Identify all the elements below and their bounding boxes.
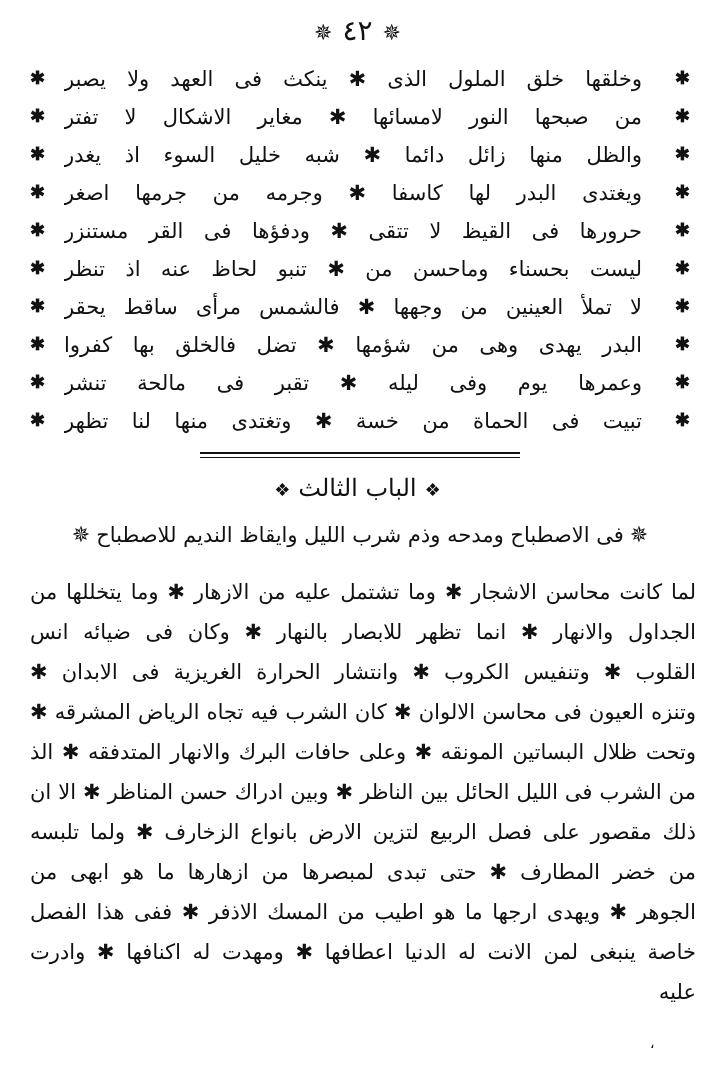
star-icon: ✱ — [674, 68, 690, 89]
star-icon: ✱ — [674, 372, 690, 393]
prose-body — [30, 572, 696, 1012]
verse-line — [30, 60, 690, 98]
prose-line: الجوهر ✱ ويهدى ارجها ما هو اطيب من المسك الاذفر ✱ ففى هذا الفصل — [30, 900, 696, 924]
star-icon: ✱ — [30, 68, 46, 89]
star-icon: ✱ — [674, 334, 690, 355]
divider-line — [200, 457, 520, 458]
star-icon: ✱ — [30, 144, 46, 165]
verse-line — [30, 364, 690, 402]
chapter-subtitle-text: فى الاصطباح ومدحه وذم شرب الليل وايقاظ النديم للاصطباح — [96, 523, 624, 547]
verse-text: ليست بحسناء وماحسن من ✱ تنبو لحاظ عنه اذ تنظر — [64, 257, 642, 281]
verse-text: والظل منها زائل دائما ✱ شبه خليل السوء اذ يغدر — [64, 143, 642, 167]
prose-line: الجداول والانهار ✱ انما تظهر للابصار بالنهار ✱ وكان فى ضيائه انس — [30, 620, 696, 644]
star-icon: ✱ — [30, 296, 46, 317]
verse-line — [30, 326, 690, 364]
tail-mark: ، — [650, 1036, 655, 1052]
verse-text: لا تملأ العينين من وجهها ✱ فالشمس مرأى ساقط يحقر — [64, 295, 642, 319]
star-icon: ✱ — [30, 334, 46, 355]
prose-line: ذلك مقصور على فصل الربيع لتزين الارض بانواع الزخارف ✱ ولما تلبسه — [30, 820, 696, 844]
chapter-title-text: الباب الثالث — [298, 474, 417, 502]
prose-line: القلوب ✱ وتنفيس الكروب ✱ وانتشار الحرارة الغريزية فى الابدان ✱ — [30, 660, 696, 684]
star-icon: ✱ — [674, 220, 690, 241]
verse-text: تبيت فى الحماة من خسة ✱ وتغتدى منها لنا تظهر — [64, 409, 642, 433]
verse-text: ويغتدى البدر لها كاسفا ✱ وجرمه من جرمها اصغر — [64, 181, 642, 205]
prose-line: من الشرب فى الليل الحائل بين الناظر ✱ وبين ادراك حسن المناظر ✱ الا ان — [30, 780, 696, 804]
star-icon: ✱ — [30, 410, 46, 431]
star-icon: ✱ — [30, 106, 46, 127]
verse-line — [30, 136, 690, 174]
star-icon: ✱ — [30, 182, 46, 203]
star-icon: ✱ — [674, 144, 690, 165]
verse-text: من صبحها النور لامسائها ✱ مغاير الاشكال لا تفتر — [64, 105, 642, 129]
verse-text: وعمرها يوم وفى ليله ✱ تقبر فى مالحة تنشر — [64, 371, 642, 395]
ornament-icon: ✵ — [314, 21, 333, 46]
prose-line: من خضر المطارف ✱ حتى تبدى لمبصرها من ازهارها ما هو ابهى من — [30, 860, 696, 884]
ornament-icon: ❖ — [424, 480, 441, 501]
verse-line — [30, 402, 690, 440]
star-icon: ✱ — [30, 258, 46, 279]
star-icon: ✱ — [30, 372, 46, 393]
prose-line: خاصة ينبغى لمن الانت له الدنيا اعطافها ✱ ومهدت له اكنافها ✱ وادرت — [30, 940, 696, 964]
prose-line: لما كانت محاسن الاشجار ✱ وما تشتمل عليه من الازهار ✱ وما يتخللها من — [30, 580, 696, 604]
ornament-icon: ❖ — [274, 480, 291, 501]
page-number-text: ٤٢ — [342, 14, 373, 47]
verse-line — [30, 174, 690, 212]
verse-text: البدر يهدى وهى من شؤمها ✱ تضل فالخلق بها كفروا — [64, 333, 642, 357]
divider-line — [200, 452, 520, 454]
verse-text: حرورها فى القيظ لا تتقى ✱ ودفؤها فى القر مستنزر — [64, 219, 642, 243]
star-icon: ✱ — [674, 258, 690, 279]
prose-line: وتنزه العيون فى محاسن الالوان ✱ كان الشرب فيه تجاه الرياض المشرقه ✱ — [30, 700, 696, 724]
ornament-icon: ✵ — [382, 21, 401, 46]
prose-line: عليه — [658, 980, 696, 1004]
verse-line — [30, 98, 690, 136]
chapter-title — [0, 470, 715, 509]
page-number — [0, 14, 715, 51]
poem-verses — [30, 60, 690, 440]
star-icon: ✱ — [674, 296, 690, 317]
star-icon: ✱ — [674, 410, 690, 431]
verse-line — [30, 288, 690, 326]
ornament-icon: ✵ — [71, 523, 91, 548]
star-icon: ✱ — [674, 106, 690, 127]
star-icon: ✱ — [30, 220, 46, 241]
chapter-subtitle — [30, 517, 690, 554]
section-divider — [200, 452, 520, 460]
verse-line — [30, 250, 690, 288]
verse-line — [30, 212, 690, 250]
star-icon: ✱ — [674, 182, 690, 203]
prose-line: وتحت ظلال البساتين المونقه ✱ وعلى حافات البرك والانهار المتدفقه ✱ الذ — [30, 740, 696, 764]
verse-text: وخلقها خلق الملول الذى ✱ ينكث فى العهد ولا يصبر — [64, 67, 642, 91]
ornament-icon: ✵ — [629, 523, 649, 548]
